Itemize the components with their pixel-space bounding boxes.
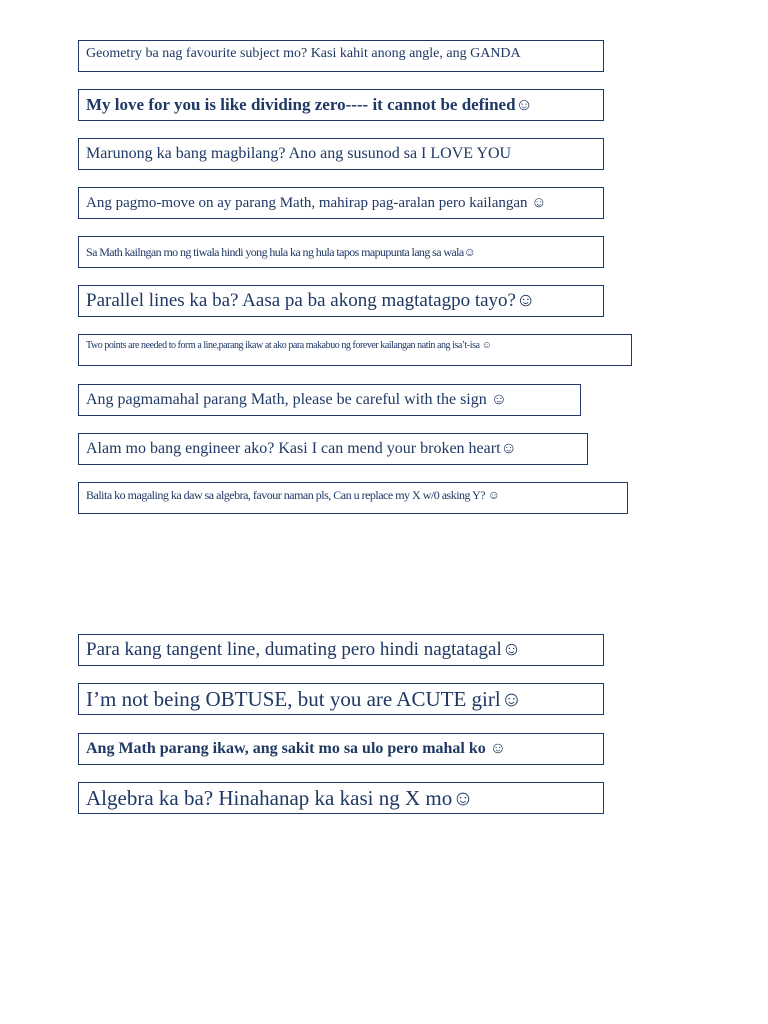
pickup-line-text: Ang pagmo-move on ay parang Math, mahirap pag-aralan pero kailangan ☺ (86, 194, 547, 211)
pickup-line-text: Alam mo bang engineer ako? Kasi I can mend your broken heart☺ (86, 440, 517, 457)
pickup-line-text: Balita ko magaling ka daw sa algebra, favour naman pls, Can u replace my X w/0 asking Y? ☺ (86, 488, 500, 502)
pickup-line-box-5 (78, 236, 604, 268)
pickup-line-box-10 (78, 482, 628, 514)
pickup-line-box-8 (78, 384, 581, 416)
pickup-line-text: Sa Math kailngan mo ng tiwala hindi yong hula ka ng hula tapos mapupunta lang sa wala☺ (86, 244, 476, 259)
pickup-line-box-12 (78, 683, 604, 715)
pickup-line-text: My love for you is like dividing zero---- it cannot be defined☺ (86, 95, 533, 114)
pickup-line-box-13 (78, 733, 604, 765)
pickup-line-box-6 (78, 285, 604, 317)
pickup-line-text: Marunong ka bang magbilang? Ano ang susunod sa I LOVE YOU (86, 145, 512, 162)
pickup-line-text: Two points are needed to form a line,parang ikaw at ako para makabuo ng forever kailangan natin ang isa’t-isa ☺ (86, 340, 492, 351)
pickup-line-box-4 (78, 187, 604, 219)
pickup-line-box-11 (78, 634, 604, 666)
pickup-line-text: I’m not being OBTUSE, but you are ACUTE girl☺ (86, 686, 523, 711)
pickup-line-box-2 (78, 89, 604, 121)
pickup-line-box-1 (78, 40, 604, 72)
pickup-line-text: Algebra ka ba? Hinahanap ka kasi ng X mo☺ (86, 785, 474, 810)
pickup-line-box-9 (78, 433, 588, 465)
pickup-line-text: Para kang tangent line, dumating pero hindi nagtatagal☺ (86, 639, 522, 660)
pickup-line-text: Geometry ba nag favourite subject mo? Kasi kahit anong angle, ang GANDA (86, 46, 521, 61)
pickup-line-box-14 (78, 782, 604, 814)
pickup-line-text: Ang pagmamahal parang Math, please be careful with the sign ☺ (86, 391, 508, 408)
pickup-line-box-7 (78, 334, 632, 366)
pickup-line-text: Parallel lines ka ba? Aasa pa ba akong magtatagpo tayo?☺ (86, 290, 536, 311)
pickup-line-text: Ang Math parang ikaw, ang sakit mo sa ulo pero mahal ko ☺ (86, 740, 507, 757)
pickup-line-box-3 (78, 138, 604, 170)
